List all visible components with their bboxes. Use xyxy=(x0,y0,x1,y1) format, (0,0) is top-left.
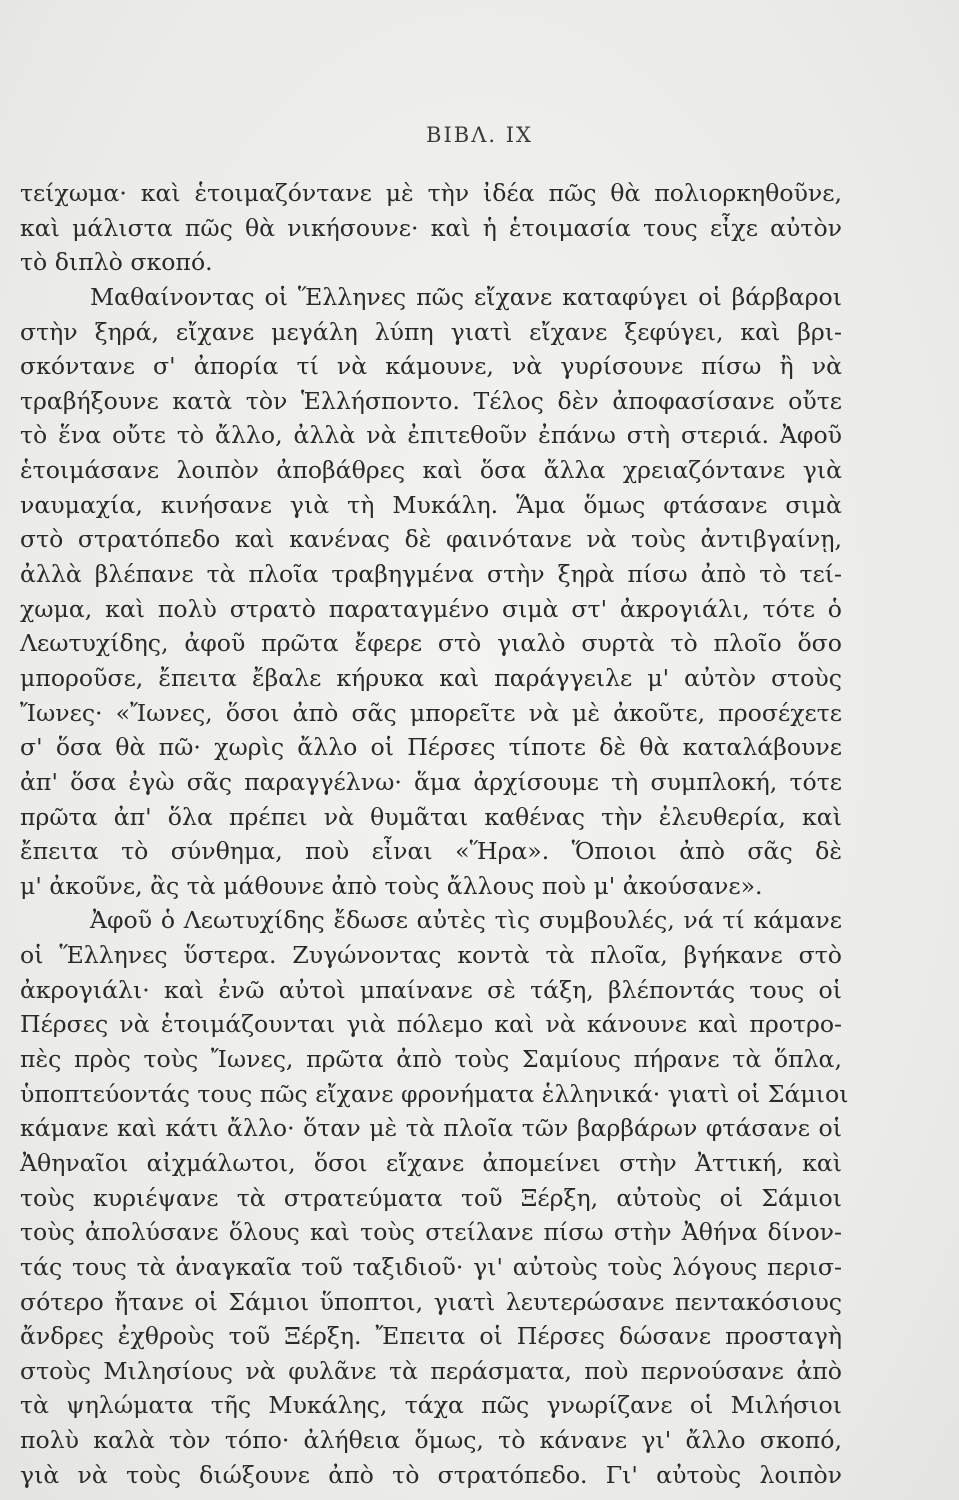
text-line: σ' ὅσα θὰ πῶ· χωρὶς ἄλλο οἱ Πέρσες τίποτε δὲ θὰ καταλάβουνε xyxy=(20,733,842,762)
text-line: ἔπειτα τὸ σύνθημα, ποὺ εἶναι «Ἥρα». Ὅποιοι ἀπὸ σᾶς δὲ xyxy=(20,837,842,866)
text-line: σκόντανε σ' ἀπορία τί νὰ κάμουνε, νὰ γυρίσουνε πίσω ἢ νὰ xyxy=(20,352,842,381)
body-text xyxy=(20,176,849,1492)
text-line: Ἀθηναῖοι αἰχμάλωτοι, ὅσοι εἴχανε ἀπομείνει στὴν Ἀττική, καὶ xyxy=(20,1148,842,1177)
text-line: στὴν ξηρά, εἴχανε μεγάλη λύπη γιατὶ εἴχανε ξεφύγει, καὶ βρι- xyxy=(20,317,842,346)
running-head: ΒΙΒΛ. ΙΧ xyxy=(426,123,533,147)
text-line: Μαθαίνοντας οἱ Ἕλληνες πῶς εἴχανε καταφύγει οἱ βάρβαροι xyxy=(90,282,842,311)
text-line: τάς τους τὰ ἀναγκαῖα τοῦ ταξιδιοῦ· γι' αὐτοὺς τοὺς λόγους περισ- xyxy=(20,1252,842,1281)
text-line: στοὺς Μιλησίους νὰ φυλᾶνε τὰ περάσματα, ποὺ περνούσανε ἀπὸ xyxy=(20,1356,842,1385)
text-line: γιὰ νὰ τοὺς διώξουνε ἀπὸ τὸ στρατόπεδο. Γι' αὐτοὺς λοιπὸν xyxy=(20,1460,842,1489)
text-line: πὲς πρὸς τοὺς Ἴωνες, πρῶτα ἀπὸ τοὺς Σαμίους πήρανε τὰ ὅπλα, xyxy=(20,1045,842,1074)
text-line: ἄνδρες ἐχθροὺς τοῦ Ξέρξη. Ἔπειτα οἱ Πέρσες δώσανε προσταγὴ xyxy=(20,1322,842,1351)
text-line: Ἴωνες· «Ἴωνες, ὅσοι ἀπὸ σᾶς μπορεῖτε νὰ μὲ ἀκοῦτε, προσέχετε xyxy=(20,698,842,727)
text-line: ὑποπτεύοντάς τους πῶς εἴχανε φρονήματα ἑλληνικά· γιατὶ οἱ Σάμιοι xyxy=(20,1079,849,1108)
text-line: μποροῦσε, ἔπειτα ἔβαλε κήρυκα καὶ παράγγειλε μ' αὐτὸν στοὺς xyxy=(20,663,842,692)
text-line: ἀκρογιάλι· καὶ ἐνῶ αὐτοὶ μπαίνανε σὲ τάξη, βλέποντάς τους οἱ xyxy=(20,975,842,1004)
text-line: Πέρσες νὰ ἑτοιμάζουνται γιὰ πόλεμο καὶ νὰ κάνουνε καὶ προτρο- xyxy=(20,1010,842,1039)
text-line: τοὺς κυριέψανε τὰ στρατεύματα τοῦ Ξέρξη, αὐτοὺς οἱ Σάμιοι xyxy=(20,1183,842,1212)
text-line: Ἀφοῦ ὁ Λεωτυχίδης ἔδωσε αὐτὲς τὶς συμβουλές, νά τί κάμανε xyxy=(90,906,842,935)
text-line: πολὺ καλὰ τὸν τόπο· ἀλήθεια ὅμως, τὸ κάνανε γι' ἄλλο σκοπό, xyxy=(20,1426,842,1455)
text-line: ναυμαχία, κινήσανε γιὰ τὴ Μυκάλη. Ἅμα ὅμως φτάσανε σιμὰ xyxy=(20,490,842,519)
text-line: ἑτοιμάσανε λοιπὸν ἀποβάθρες καὶ ὅσα ἄλλα χρειαζόντανε γιὰ xyxy=(20,456,842,485)
text-line: τὰ ψηλώματα τῆς Μυκάλης, τάχα πῶς γνωρίζανε οἱ Μιλήσιοι xyxy=(20,1391,842,1420)
text-line: ἀλλὰ βλέπανε τὰ πλοῖα τραβηγμένα στὴν ξηρὰ πίσω ἀπὸ τὸ τεί- xyxy=(20,560,842,589)
text-line: τραβήξουνε κατὰ τὸν Ἑλλήσποντο. Τέλος δὲν ἀποφασίσανε οὔτε xyxy=(20,386,842,415)
text-line: χωμα, καὶ πολὺ στρατὸ παραταγμένο σιμὰ στ' ἀκρογιάλι, τότε ὁ xyxy=(20,594,842,623)
text-line: τὸ ἕνα οὔτε τὸ ἄλλο, ἀλλὰ νὰ ἐπιτεθοῦν ἐπάνω στὴ στεριά. Ἀφοῦ xyxy=(20,421,842,450)
text-line: κάμανε καὶ κάτι ἄλλο· ὅταν μὲ τὰ πλοῖα τῶν βαρβάρων φτάσανε οἱ xyxy=(20,1114,842,1143)
text-line: τὸ διπλὸ σκοπό. xyxy=(20,248,213,277)
text-line: τοὺς ἀπολύσανε ὅλους καὶ τοὺς στείλανε πίσω στὴν Ἀθήνα δίνον- xyxy=(20,1218,842,1247)
text-line: μ' ἀκοῦνε, ἂς τὰ μάθουνε ἀπὸ τοὺς ἄλλους ποὺ μ' ἀκούσανε». xyxy=(20,871,763,900)
text-line: στὸ στρατόπεδο καὶ κανένας δὲ φαινότανε νὰ τοὺς ἀντιβγαίνῃ, xyxy=(20,525,842,554)
text-line: πρῶτα ἀπ' ὅλα πρέπει νὰ θυμᾶται καθένας τὴν ἐλευθερία, καὶ xyxy=(20,802,842,831)
text-line: Λεωτυχίδης, ἀφοῦ πρῶτα ἔφερε στὸ γιαλὸ συρτὰ τὸ πλοῖο ὅσο xyxy=(20,629,842,658)
text-line: οἱ Ἕλληνες ὕστερα. Ζυγώνοντας κοντὰ τὰ πλοῖα, βγήκανε στὸ xyxy=(20,941,842,970)
text-line: τείχωμα· καὶ ἑτοιμαζόντανε μὲ τὴν ἰδέα πῶς θὰ πολιορκηθοῦνε, xyxy=(20,179,842,207)
text-line: ἀπ' ὅσα ἐγὼ σᾶς παραγγέλνω· ἅμα ἀρχίσουμε τὴ συμπλοκή, τότε xyxy=(20,767,842,796)
text-line: καὶ μάλιστα πῶς θὰ νικήσουνε· καὶ ἡ ἑτοιμασία τους εἶχε αὐτὸν xyxy=(20,213,842,242)
text-line: σότερο ἤτανε οἱ Σάμιοι ὕποπτοι, γιατὶ λευτερώσανε πεντακόσιους xyxy=(20,1287,842,1316)
